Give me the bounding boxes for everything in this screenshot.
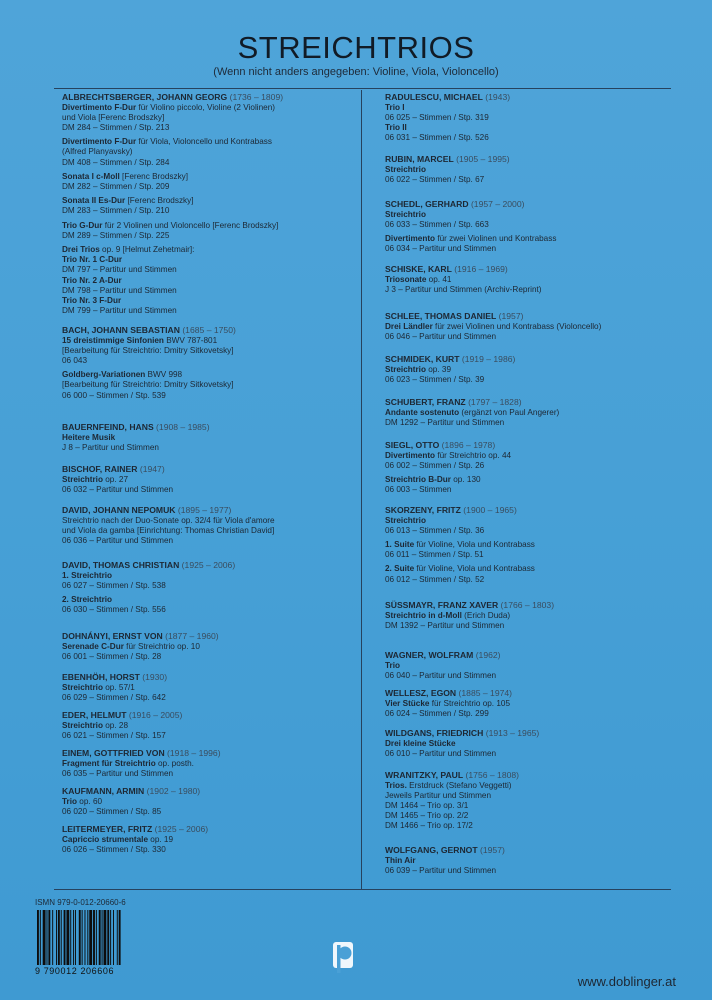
publisher-url[interactable]: www.doblinger.at bbox=[577, 974, 676, 989]
composer-name: EBENHÖH, HORST (1930) bbox=[62, 672, 168, 682]
work-line: J 3 – Partitur und Stimmen (Archiv-Reprint) bbox=[385, 284, 542, 294]
work-line: DM 1465 – Trio op. 2/2 bbox=[385, 811, 469, 821]
work-line: Streichtrio bbox=[385, 209, 426, 219]
composer-entry bbox=[62, 505, 354, 546]
work-line: Streichtrio bbox=[385, 515, 426, 525]
work-line: 1. Streichtrio bbox=[62, 570, 113, 580]
composer-entry bbox=[385, 505, 675, 585]
work-line: J 8 – Partitur und Stimmen bbox=[62, 442, 159, 452]
composer-entry bbox=[385, 311, 675, 342]
work-line: 06 046 – Partitur und Stimmen bbox=[385, 331, 497, 341]
composer-dates: (1930) bbox=[139, 672, 168, 682]
work-line: Vier Stücke für Streichtrio op. 105 bbox=[385, 698, 511, 708]
composer-entry bbox=[62, 560, 354, 615]
work-line: 06 023 – Stimmen / Stp. 39 bbox=[385, 374, 485, 384]
composer-entry bbox=[62, 786, 354, 817]
work-line: DM 283 – Stimmen / Stp. 210 bbox=[62, 206, 170, 216]
work-line: DM 1466 – Trio op. 17/2 bbox=[385, 821, 473, 831]
composer-entry bbox=[62, 710, 354, 741]
composer-dates: (1902 – 1980) bbox=[144, 786, 201, 796]
work-line: 06 029 – Stimmen / Stp. 642 bbox=[62, 692, 166, 702]
work-line: DM 408 – Stimmen / Stp. 284 bbox=[62, 157, 170, 167]
work-line: Trio I bbox=[385, 102, 405, 112]
composer-name: BAUERNFEIND, HANS (1908 – 1985) bbox=[62, 422, 210, 432]
composer-entry bbox=[62, 631, 354, 662]
work-line: 06 031 – Stimmen / Stp. 526 bbox=[385, 133, 489, 143]
work-line: Streichtrio op. 57/1 bbox=[62, 682, 135, 692]
work-line: Goldberg-Variationen BWV 998 bbox=[62, 370, 183, 380]
work-line: 06 040 – Partitur und Stimmen bbox=[385, 670, 497, 680]
work-line: 06 027 – Stimmen / Stp. 538 bbox=[62, 580, 166, 590]
work-line: 06 026 – Stimmen / Stp. 330 bbox=[62, 844, 166, 854]
composer-name: SCHMIDEK, KURT (1919 – 1986) bbox=[385, 354, 516, 364]
composer-entry bbox=[62, 422, 354, 453]
composer-name: SÜSSMAYR, FRANZ XAVER (1766 – 1803) bbox=[385, 600, 555, 610]
column-divider bbox=[361, 90, 362, 890]
composer-name: EINEM, GOTTFRIED VON (1918 – 1996) bbox=[62, 748, 221, 758]
work-line: 06 020 – Stimmen / Stp. 85 bbox=[62, 806, 162, 816]
work-line: 06 011 – Stimmen / Stp. 51 bbox=[385, 550, 484, 560]
composer-dates: (1896 – 1978) bbox=[439, 440, 496, 450]
composer-name: RADULESCU, MICHAEL (1943) bbox=[385, 92, 511, 102]
work-line: DM 1464 – Trio op. 3/1 bbox=[385, 800, 469, 810]
composer-dates: (1766 – 1803) bbox=[498, 600, 555, 610]
work-line: Capriccio strumentale op. 19 bbox=[62, 834, 174, 844]
composer-entry bbox=[385, 770, 675, 832]
work-line: 2. Streichtrio bbox=[62, 594, 113, 604]
composer-entry bbox=[385, 397, 675, 428]
composer-entry bbox=[62, 92, 354, 316]
composer-entry bbox=[62, 824, 354, 855]
work-line: Trio G-Dur für 2 Violinen und Violoncello [Ferenc Brodszky] bbox=[62, 220, 279, 230]
work-line: Streichtrio op. 28 bbox=[62, 720, 128, 730]
composer-name: WILDGANS, FRIEDRICH (1913 – 1965) bbox=[385, 728, 540, 738]
work-line: 06 033 – Stimmen / Stp. 663 bbox=[385, 219, 489, 229]
composer-name: WELLESZ, EGON (1885 – 1974) bbox=[385, 688, 513, 698]
work-line: Fragment für Streichtrio op. posth. bbox=[62, 758, 194, 768]
work-line: Divertimento F-Dur für Violino piccolo, Violine (2 Violinen) bbox=[62, 102, 275, 112]
composer-name: DAVID, THOMAS CHRISTIAN (1925 – 2006) bbox=[62, 560, 236, 570]
composer-dates: (1905 – 1995) bbox=[453, 154, 510, 164]
composer-name: WAGNER, WOLFRAM (1962) bbox=[385, 650, 501, 660]
work-line: 15 dreistimmige Sinfonien BWV 787-801 bbox=[62, 335, 218, 345]
composer-entry bbox=[62, 672, 354, 703]
work-line: Trios. Erstdruck (Stefano Veggetti) bbox=[385, 780, 512, 790]
work-line: 06 043 bbox=[62, 355, 88, 365]
work-line: 06 013 – Stimmen / Stp. 36 bbox=[385, 525, 485, 535]
composer-entry bbox=[385, 440, 675, 495]
composer-name: DAVID, JOHANN NEPOMUK (1895 – 1977) bbox=[62, 505, 232, 515]
barcode-digits: 9 790012 206606 bbox=[35, 966, 115, 976]
composer-name: SCHUBERT, FRANZ (1797 – 1828) bbox=[385, 397, 522, 407]
composer-dates: (1916 – 2005) bbox=[126, 710, 183, 720]
work-line: Drei kleine Stücke bbox=[385, 738, 456, 748]
work-line: (Alfred Planyavsky) bbox=[62, 147, 133, 157]
composer-entry bbox=[385, 728, 675, 759]
composer-entry bbox=[385, 154, 675, 185]
work-line: Divertimento F-Dur für Viola, Violoncello und Kontrabass bbox=[62, 137, 272, 147]
work-line: Thin Air bbox=[385, 855, 416, 865]
work-line: 06 001 – Stimmen / Stp. 28 bbox=[62, 651, 162, 661]
composer-name: LEITERMEYER, FRITZ (1925 – 2006) bbox=[62, 824, 209, 834]
composer-dates: (1908 – 1985) bbox=[153, 422, 210, 432]
work-line: und Viola [Ferenc Brodszky] bbox=[62, 112, 165, 122]
composer-dates: (1943) bbox=[482, 92, 511, 102]
composer-name: WRANITZKY, PAUL (1756 – 1808) bbox=[385, 770, 520, 780]
bottom-divider bbox=[54, 889, 671, 890]
page-subtitle: (Wenn nicht anders angegeben: Violine, Viola, Violoncello) bbox=[213, 66, 499, 78]
work-line: Divertimento für zwei Violinen und Kontrabass bbox=[385, 233, 557, 243]
work-line: 06 010 – Partitur und Stimmen bbox=[385, 748, 497, 758]
composer-entry bbox=[385, 264, 675, 295]
composer-dates: (1925 – 2006) bbox=[152, 824, 209, 834]
composer-dates: (1957) bbox=[477, 845, 505, 855]
composer-dates: (1685 – 1750) bbox=[179, 325, 236, 335]
composer-dates: (1957 – 2000) bbox=[468, 199, 525, 209]
composer-dates: (1925 – 2006) bbox=[179, 560, 236, 570]
composer-dates: (1916 – 1969) bbox=[451, 264, 508, 274]
work-line: 06 022 – Stimmen / Stp. 67 bbox=[385, 174, 485, 184]
work-line: Streichtrio nach der Duo-Sonate op. 32/4 für Viola d'amore bbox=[62, 515, 275, 525]
work-line: 06 003 – Stimmen bbox=[385, 485, 452, 495]
composer-name: KAUFMANN, ARMIN (1902 – 1980) bbox=[62, 786, 201, 796]
composer-dates: (1877 – 1960) bbox=[162, 631, 219, 641]
work-line: 06 032 – Partitur und Stimmen bbox=[62, 484, 174, 494]
composer-dates: (1947) bbox=[137, 464, 165, 474]
work-line: und Viola da gamba [Einrichtung: Thomas Christian David] bbox=[62, 525, 275, 535]
work-line: Drei Trios op. 9 [Helmut Zehetmair]: bbox=[62, 244, 195, 254]
work-line: Jeweils Partitur und Stimmen bbox=[385, 790, 492, 800]
work-line: Trio bbox=[385, 660, 401, 670]
composer-dates: (1895 – 1977) bbox=[175, 505, 232, 515]
composer-name: SIEGL, OTTO (1896 – 1978) bbox=[385, 440, 496, 450]
work-line: Triosonate op. 41 bbox=[385, 274, 452, 284]
composer-name: RUBIN, MARCEL (1905 – 1995) bbox=[385, 154, 510, 164]
barcode-icon bbox=[35, 910, 147, 965]
work-line: Trio Nr. 1 C-Dur bbox=[62, 255, 123, 265]
work-line: Serenade C-Dur für Streichtrio op. 10 bbox=[62, 641, 200, 651]
composer-name: SKORZENY, FRITZ (1900 – 1965) bbox=[385, 505, 517, 515]
work-line: 06 012 – Stimmen / Stp. 52 bbox=[385, 574, 485, 584]
work-line: 06 039 – Partitur und Stimmen bbox=[385, 865, 497, 875]
work-line: Trio Nr. 3 F-Dur bbox=[62, 295, 122, 305]
composer-entry bbox=[62, 748, 354, 779]
work-line: DM 282 – Stimmen / Stp. 209 bbox=[62, 181, 170, 191]
composer-name: WOLFGANG, GERNOT (1957) bbox=[385, 845, 505, 855]
work-line: 06 035 – Partitur und Stimmen bbox=[62, 768, 174, 778]
work-line: 06 030 – Stimmen / Stp. 556 bbox=[62, 605, 166, 615]
composer-dates: (1957) bbox=[496, 311, 524, 321]
composer-name: DOHNÁNYI, ERNST VON (1877 – 1960) bbox=[62, 631, 219, 641]
composer-dates: (1918 – 1996) bbox=[164, 748, 221, 758]
composer-name: EDER, HELMUT (1916 – 2005) bbox=[62, 710, 183, 720]
work-line: Heitere Musik bbox=[62, 432, 116, 442]
work-line: Divertimento für Streichtrio op. 44 bbox=[385, 450, 512, 460]
doblinger-logo-icon bbox=[330, 940, 356, 976]
work-line: 06 002 – Stimmen / Stp. 26 bbox=[385, 460, 485, 470]
composer-dates: (1885 – 1974) bbox=[456, 688, 513, 698]
work-line: Streichtrio op. 39 bbox=[385, 364, 451, 374]
work-line: 06 025 – Stimmen / Stp. 319 bbox=[385, 112, 489, 122]
work-line: Andante sostenuto (ergänzt von Paul Angerer) bbox=[385, 407, 560, 417]
work-line: DM 798 – Partitur und Stimmen bbox=[62, 285, 177, 295]
work-line: Sonata I c-Moll [Ferenc Brodszky] bbox=[62, 171, 189, 181]
work-line: DM 1392 – Partitur und Stimmen bbox=[385, 620, 505, 630]
work-line: DM 284 – Stimmen / Stp. 213 bbox=[62, 122, 170, 132]
composer-dates: (1962) bbox=[473, 650, 501, 660]
composer-entry bbox=[385, 199, 675, 254]
work-line: DM 797 – Partitur und Stimmen bbox=[62, 265, 177, 275]
composer-dates: (1913 – 1965) bbox=[483, 728, 540, 738]
work-line: 06 000 – Stimmen / Stp. 539 bbox=[62, 390, 166, 400]
composer-dates: (1797 – 1828) bbox=[465, 397, 522, 407]
work-line: Sonata II Es-Dur [Ferenc Brodszky] bbox=[62, 196, 194, 206]
work-line: Streichtrio B-Dur op. 130 bbox=[385, 474, 481, 484]
composer-entry bbox=[385, 354, 675, 385]
composer-name: BACH, JOHANN SEBASTIAN (1685 – 1750) bbox=[62, 325, 236, 335]
composer-name: SCHLEE, THOMAS DANIEL (1957) bbox=[385, 311, 524, 321]
composer-dates: (1736 – 1809) bbox=[227, 92, 284, 102]
work-line: 06 021 – Stimmen / Stp. 157 bbox=[62, 730, 166, 740]
composer-name: SCHEDL, GERHARD (1957 – 2000) bbox=[385, 199, 525, 209]
work-line: Trio Nr. 2 A-Dur bbox=[62, 275, 122, 285]
composer-dates: (1919 – 1986) bbox=[459, 354, 516, 364]
work-line: Trio op. 60 bbox=[62, 796, 103, 806]
composer-entry bbox=[385, 600, 675, 631]
work-line: 1. Suite für Violine, Viola und Kontrabass bbox=[385, 539, 535, 549]
composer-name: BISCHOF, RAINER (1947) bbox=[62, 464, 165, 474]
composer-dates: (1900 – 1965) bbox=[460, 505, 517, 515]
work-line: DM 1292 – Partitur und Stimmen bbox=[385, 417, 505, 427]
work-line: 06 034 – Partitur und Stimmen bbox=[385, 244, 497, 254]
work-line: Streichtrio bbox=[385, 164, 426, 174]
page-title: STREICHTRIOS bbox=[237, 30, 475, 65]
composer-dates: (1756 – 1808) bbox=[463, 770, 520, 780]
composer-entry bbox=[385, 688, 675, 719]
work-line: [Bearbeitung für Streichtrio: Dmitry Sitkovetsky] bbox=[62, 380, 234, 390]
composer-entry bbox=[385, 650, 675, 681]
work-line: DM 799 – Partitur und Stimmen bbox=[62, 306, 177, 316]
work-line: Streichtrio op. 27 bbox=[62, 474, 128, 484]
composer-name: ALBRECHTSBERGER, JOHANN GEORG (1736 – 1809) bbox=[62, 92, 284, 102]
composer-entry bbox=[385, 92, 675, 143]
ismn-number: ISMN 979-0-012-20660-6 bbox=[35, 898, 126, 907]
top-divider bbox=[54, 88, 671, 89]
work-line: Trio II bbox=[385, 122, 407, 132]
composer-name: SCHISKE, KARL (1916 – 1969) bbox=[385, 264, 508, 274]
work-line: DM 289 – Stimmen / Stp. 225 bbox=[62, 230, 170, 240]
work-line: Streichtrio in d-Moll (Erich Duda) bbox=[385, 610, 511, 620]
work-line: 2. Suite für Violine, Viola und Kontrabass bbox=[385, 564, 535, 574]
composer-entry bbox=[62, 325, 354, 401]
composer-entry bbox=[385, 845, 675, 876]
composer-entry bbox=[62, 464, 354, 495]
work-line: 06 036 – Partitur und Stimmen bbox=[62, 535, 174, 545]
work-line: Drei Ländler für zwei Violinen und Kontrabass (Violoncello) bbox=[385, 321, 602, 331]
work-line: 06 024 – Stimmen / Stp. 299 bbox=[385, 708, 489, 718]
work-line: [Bearbeitung für Streichtrio: Dmitry Sitkovetsky] bbox=[62, 345, 234, 355]
